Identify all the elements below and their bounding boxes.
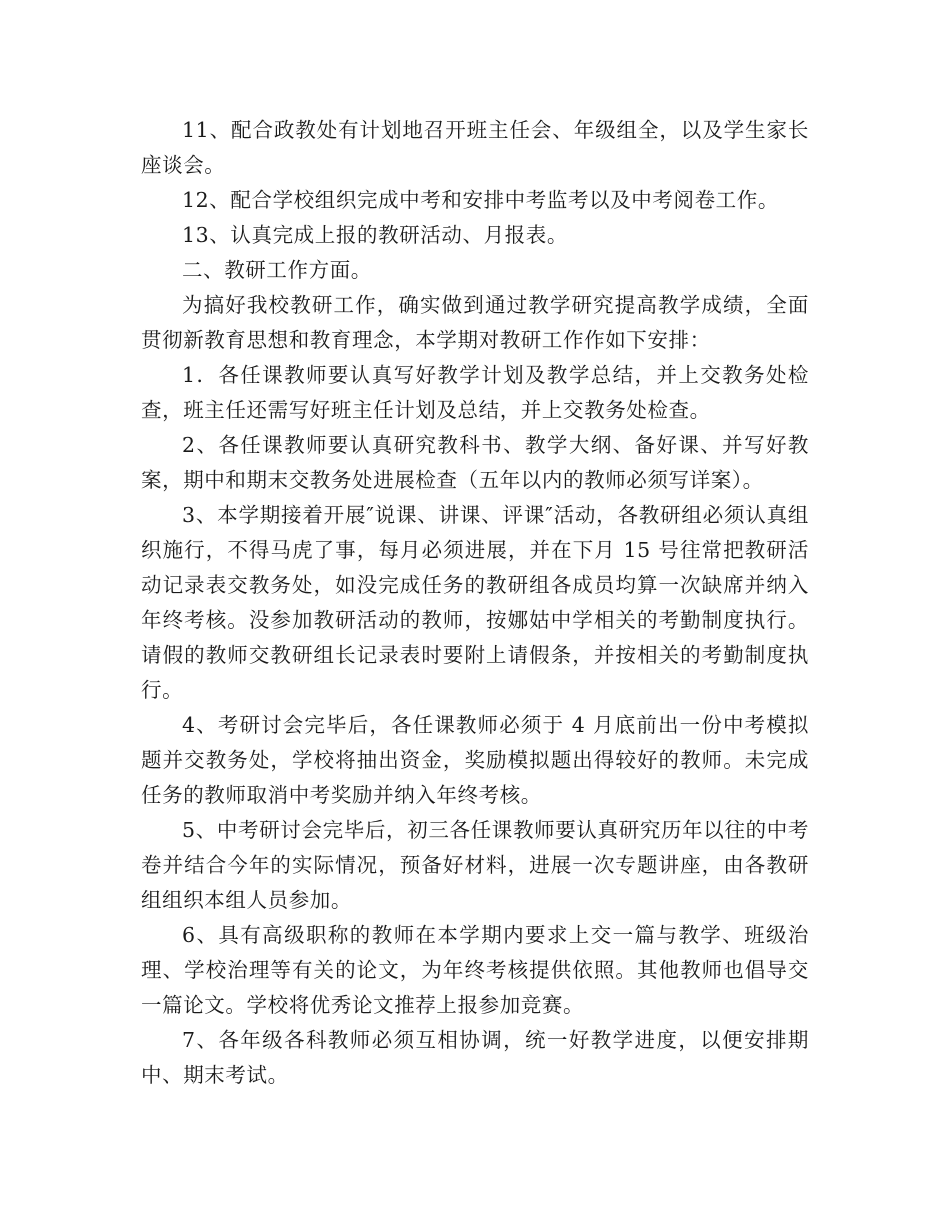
paragraph-item-11: 11、配合政教处有计划地召开班主任会、年级组全，以及学生家长座谈会。 xyxy=(141,118,809,177)
paragraph-item-7: 7、各年级各科教师必须互相协调，统一好教学进度，以便安排期中、期末考试。 xyxy=(141,1028,809,1087)
paragraph-item-3: 3、本学期接着开展″说课、讲课、评课″活动，各教研组必须认真组织施行，不得马虎了事，每月必须进展，并在下月 15 号往常把教研活动记录表交教务处，如没完成任务的教研组各成员均算一次缺席并纳入年终考核。没参加教研活动的教师，按娜姑中学相关的考勤制度执行。请假的教师交教研组长记录表时要附上请假条，并按相关的考勤制度执行。 xyxy=(141,503,809,702)
paragraph-item-13: 13、认真完成上报的教研活动、月报表。 xyxy=(182,223,568,247)
paragraph-item-1: 1．各任课教师要认真写好教学计划及教学总结，并上交教务处检查，班主任还需写好班主任计划及总结，并上交教务处检查。 xyxy=(141,363,809,422)
paragraph-item-4: 4、考研讨会完毕后，各任课教师必须于 4 月底前出一份中考模拟题并交教务处，学校将抽出资金，奖励模拟题出得较好的教师。未完成任务的教师取消中考奖励并纳入年终考核。 xyxy=(141,713,809,807)
document-body xyxy=(141,113,809,1093)
section-intro-paragraph: 为搞好我校教研工作，确实做到通过教学研究提高教学成绩，全面贯彻新教育思想和教育理念，本学期对教研工作作如下安排： xyxy=(141,293,809,352)
section-heading-teaching-research: 二、教研工作方面。 xyxy=(182,258,372,282)
paragraph-item-2: 2、各任课教师要认真研究教科书、教学大纲、备好课、并写好教案，期中和期末交教务处进展检查（五年以内的教师必须写详案）。 xyxy=(141,433,809,492)
paragraph-item-12: 12、配合学校组织完成中考和安排中考监考以及中考阅卷工作。 xyxy=(182,188,779,212)
paragraph-item-6: 6、具有高级职称的教师在本学期内要求上交一篇与教学、班级治理、学校治理等有关的论文，为年终考核提供依照。其他教师也倡导交一篇论文。学校将优秀论文推荐上报参加竞赛。 xyxy=(141,923,809,1017)
paragraph-item-5: 5、中考研讨会完毕后，初三各任课教师要认真研究历年以往的中考卷并结合今年的实际情况，预备好材料，进展一次专题讲座，由各教研组组织本组人员参加。 xyxy=(141,818,809,912)
